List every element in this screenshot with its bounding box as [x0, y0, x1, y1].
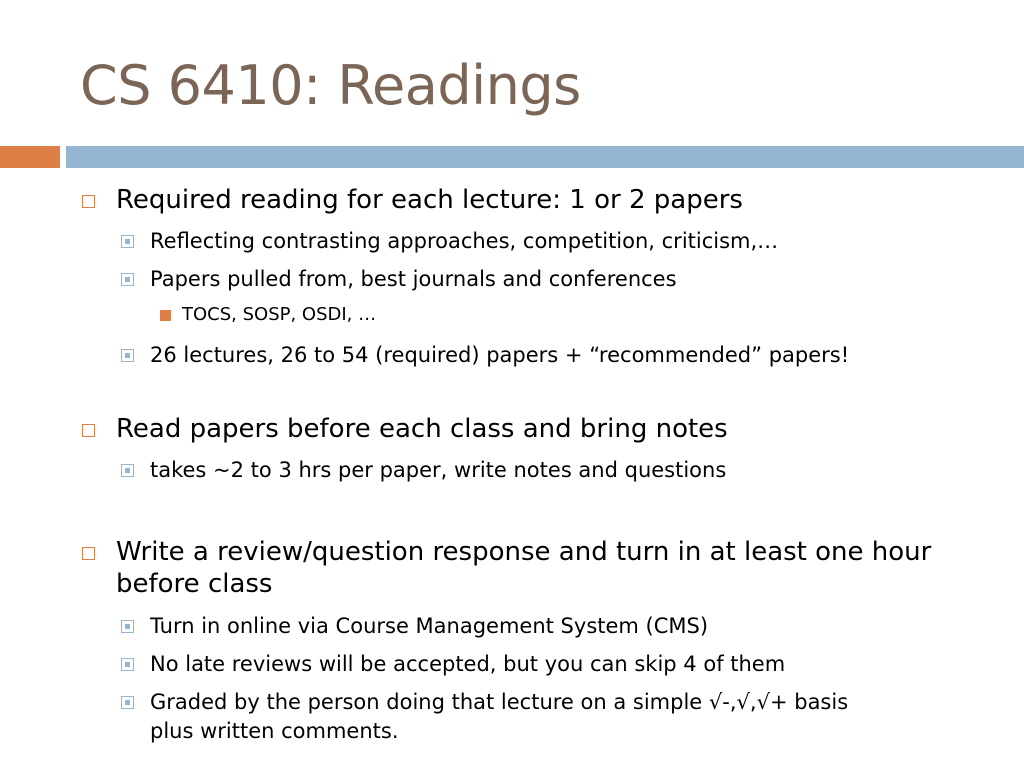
boxed-square-bullet-icon: [121, 658, 134, 671]
boxed-square-bullet-icon: [121, 620, 134, 633]
bullet-text: before class: [116, 569, 273, 599]
slide-title: CS 6410: Readings: [80, 54, 581, 117]
boxed-square-bullet-icon: [121, 273, 134, 286]
hollow-square-bullet-icon: [82, 424, 95, 437]
bullet-text: Papers pulled from, best journals and conferences: [150, 267, 677, 291]
bullet-text: Required reading for each lecture: 1 or 2 papers: [116, 185, 743, 215]
boxed-square-bullet-icon: [121, 235, 134, 248]
bullet-text: 26 lectures, 26 to 54 (required) papers + “recommended” papers!: [150, 343, 850, 367]
bullet-text: Read papers before each class and bring notes: [116, 414, 728, 444]
hollow-square-bullet-icon: [82, 547, 95, 560]
filled-square-bullet-icon: [160, 310, 171, 321]
boxed-square-bullet-icon: [121, 696, 134, 709]
bullet-text: No late reviews will be accepted, but you can skip 4 of them: [150, 652, 786, 676]
bullet-text: Graded by the person doing that lecture on a simple √-,√,√+ basis: [150, 690, 849, 714]
bullet-text: Turn in online via Course Management System (CMS): [150, 614, 709, 638]
boxed-square-bullet-icon: [121, 349, 134, 362]
bullet-text: takes ~2 to 3 hrs per paper, write notes and questions: [150, 458, 727, 482]
bullet-text: Write a review/question response and turn in at least one hour: [116, 537, 932, 567]
boxed-square-bullet-icon: [121, 464, 134, 477]
bullet-text: plus written comments.: [150, 719, 399, 743]
bullet-text: TOCS, SOSP, OSDI, …: [182, 304, 377, 325]
bullet-text: Reflecting contrasting approaches, competition, criticism,…: [150, 229, 779, 253]
hollow-square-bullet-icon: [82, 195, 95, 208]
